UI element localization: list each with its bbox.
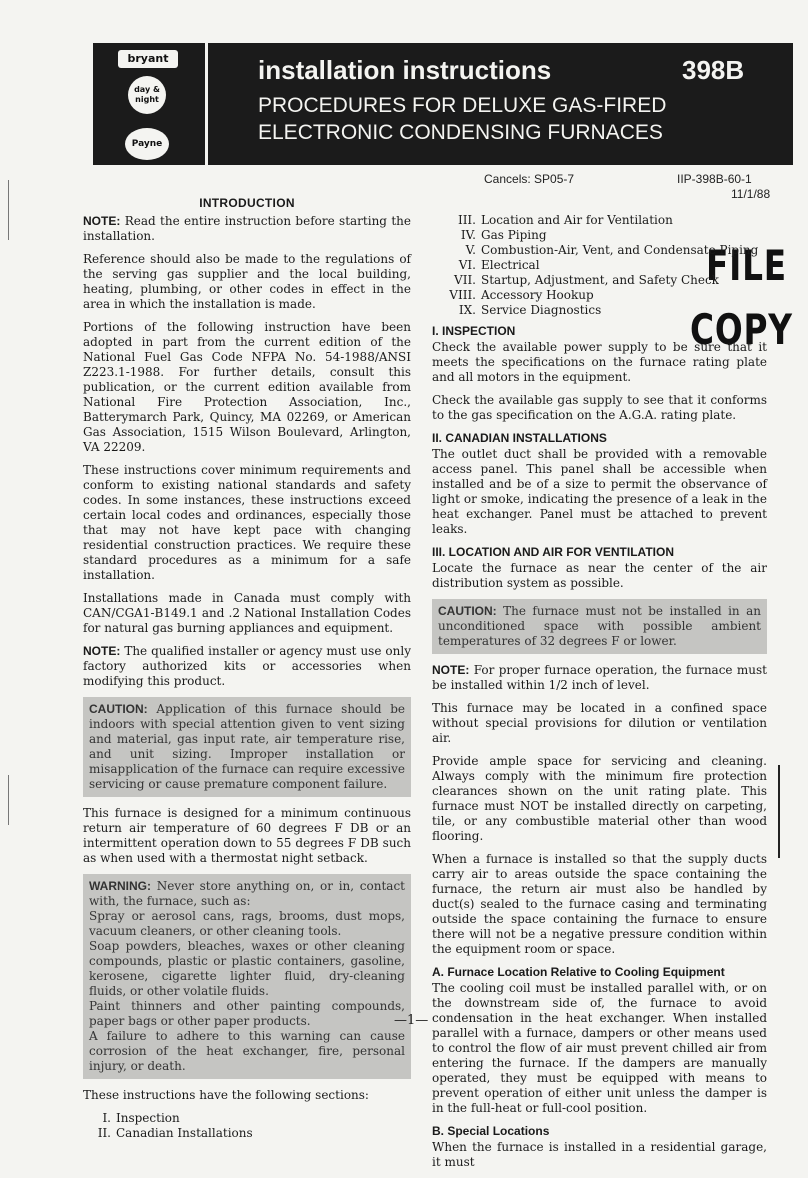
bryant-logo: bryant [118, 50, 178, 68]
paragraph-nfpa: Portions of the following instruction have been adopted in part from the current edition of the National Fuel Gas Code NFPA No. 54-1988/ANSI Z223.1-1988. For further details, consult this publication, or the current edition available from National Fire Protection Association, Inc., Batterymarch Park, Quincy, MA 02269, or American Gas Association, 1515 Wilson Boulevard, Arlington, VA 22209. [83, 320, 411, 454]
document-subtitle [258, 92, 666, 146]
document-number: IIP-398B-60-1 [677, 172, 752, 186]
cancels-note: Cancels: SP05-7 [484, 172, 575, 186]
section-inspection-heading: I. INSPECTION [432, 324, 516, 338]
right-column [432, 213, 767, 1178]
list-item: I. Inspection [102, 1111, 180, 1125]
model-number: 398B [682, 55, 745, 85]
list-item: II. Canadian Installations [97, 1126, 253, 1140]
note-read-instructions: NOTE: Read the entire instruction before starting the installation. [83, 214, 411, 243]
subsection-special-heading: B. Special Locations [432, 1124, 550, 1138]
note-authorized-kits: NOTE: The qualified installer or agency must use only factory authorized kits or accessories when modifying this product. [83, 644, 411, 688]
file-stamp-line-2: COPY [690, 305, 793, 354]
page-number: —1— [394, 1013, 429, 1028]
sections-list-right [432, 213, 767, 318]
section-location-heading: III. LOCATION AND AIR FOR VENTILATION [432, 545, 674, 559]
subtitle-line-1: PROCEDURES FOR DELUXE GAS-FIRED [258, 94, 667, 117]
warning-item: Soap powders, bleaches, waxes or other cleaning compounds, plastic or plastic containers, gasoline, kerosene, cigarette lighter fluid, dry-cleaning fluids, or other volatile fluids. [89, 939, 405, 998]
paragraph-locate-furnace: Locate the furnace as near the center of the air distribution system as possible. [432, 561, 767, 590]
caution-box-unconditioned: CAUTION: The furnace must not be installed in an unconditioned space with possible ambient temperatures of 32 degrees F or lower. [432, 599, 767, 654]
paragraph-clearances: Provide ample space for servicing and cleaning. Always comply with the minimum fire protection clearances shown on the unit rating plate. This furnace must NOT be installed directly on carpeting, tile, or any combustible material other than wood flooring. [432, 754, 767, 843]
paragraph-return-air: This furnace is designed for a minimum continuous return air temperature of 60 degrees F DB or an intermittent operation down to 55 degrees F DB such as when used with a thermostat night setback. [83, 806, 411, 865]
paragraph-sections-intro: These instructions have the following sections: [83, 1088, 369, 1102]
paragraph-access-panel: The outlet duct shall be provided with a removable access panel. This panel shall be accessible when installed and be of a size to permit the observance of light or smoke, indicating the presence of a leak in the heat exchanger. Panel must be attached to prevent leaks. [432, 447, 767, 536]
section-canadian-heading: II. CANADIAN INSTALLATIONS [432, 431, 607, 445]
brand-logos [93, 43, 203, 165]
list-item: IV. Gas Piping [460, 228, 547, 242]
warning-item: Paint thinners and other painting compounds, paper bags or other paper products. [89, 999, 405, 1028]
day-night-logo: day & night [128, 76, 166, 114]
document-type-title: installation instructions [258, 55, 552, 85]
paragraph-power-supply: Check the available power supply to be sure that it meets the specifications on the furnace rating plate and all motors in the equipment. [432, 340, 767, 384]
note-level: NOTE: For proper furnace operation, the furnace must be installed within 1/2 inch of level. [432, 663, 767, 692]
document-date: 11/1/88 [731, 187, 771, 201]
list-item: III. Location and Air for Ventilation [457, 213, 673, 227]
paragraph-standards: These instructions cover minimum requirements and conform to existing national standards and safety codes. In some instances, these instructions exceed certain local codes and ordinances, especially those that may not have kept pace with changing residential construction practices. We require these standard procedures as a minimum for a safe installation. [83, 463, 411, 582]
paragraph-canada: Installations made in Canada must comply with CAN/CGA1-B149.1 and .2 National Installation Codes for natural gas burning appliances and equipment. [83, 591, 411, 635]
revision-bar [778, 765, 780, 858]
list-item: IX. Service Diagnostics [458, 303, 602, 317]
warning-item: A failure to adhere to this warning can cause corrosion of the heat exchanger, fire, personal injury, or death. [89, 1029, 405, 1073]
warning-box-storage: WARNING: Never store anything on, or in, contact with, the furnace, such as: Spray or aerosol cans, rags, brooms, dust mops, vacuum cleaners, or other cleaning tools. Soap powders, bleaches, waxes or other cleaning compounds, plastic or plastic containers, gasoline, kerosene, cigarette lighter fluid, dry-cleaning fluids, or other volatile fluids. Paint thinners and other painting compounds, paper bags or other paper products. A failure to adhere to this warning can cause corrosion of the heat exchanger, fire, personal injury, or death. [83, 874, 411, 1079]
introduction-heading: INTRODUCTION [199, 196, 295, 210]
list-item: VIII. Accessory Hookup [449, 288, 594, 302]
paragraph-cooling-coil: The cooling coil must be installed parallel with, or on the downstream side of, the furnace to avoid condensation in the heat exchanger. When installed parallel with a furnace, dampers or other means used to control the flow of air must prevent chilled air from entering the furnace. If the dampers are manually operated, they must be equipped with means to prevent operation of either unit unless the damper is in the full-heat or full-cool position. [432, 981, 767, 1115]
warning-item: Spray or aerosol cans, rags, brooms, dust mops, vacuum cleaners, or other cleaning tools. [89, 909, 405, 938]
list-item: VII. Startup, Adjustment, and Safety Check [454, 273, 719, 287]
file-stamp-line-1: FILE [706, 241, 787, 290]
subtitle-line-2: ELECTRONIC CONDENSING FURNACES [258, 121, 663, 144]
caution-box-application: CAUTION: Application of this furnace should be indoors with special attention given to vent sizing and material, gas input rate, air temperature rise, and unit sizing. Improper installation or misapplication of the furnace can require excessive servicing or cause premature component failure. [83, 697, 411, 797]
list-item: VI. Electrical [458, 258, 540, 272]
left-column [83, 196, 411, 1147]
sections-list-left [83, 1111, 411, 1141]
paragraph-return-ducts: When a furnace is installed so that the supply ducts carry air to areas outside the space containing the furnace, the return air must also be handled by duct(s) sealed to the furnace casing and terminating outside the space containing the furnace to ensure there will not be a negative pressure condition within the equipment room or space. [432, 852, 767, 956]
paragraph-confined-space: This furnace may be located in a confined space without special provisions for dilution or ventilation air. [432, 701, 767, 745]
scan-mark [8, 180, 9, 240]
scan-mark [8, 775, 9, 825]
banner-divider [205, 43, 208, 165]
payne-logo: Payne [125, 128, 169, 160]
paragraph-regulations: Reference should also be made to the regulations of the serving gas supplier and the local building, heating, plumbing, or other codes in effect in the area in which the installation is made. [83, 252, 411, 311]
list-item: V. Combustion-Air, Vent, and Condensate Piping [465, 243, 759, 257]
paragraph-gas-supply: Check the available gas supply to see that it conforms to the gas specification on the A.G.A. rating plate. [432, 393, 767, 422]
paragraph-garage: When the furnace is installed in a residential garage, it must [432, 1140, 767, 1169]
subsection-cooling-heading: A. Furnace Location Relative to Cooling Equipment [432, 965, 725, 979]
